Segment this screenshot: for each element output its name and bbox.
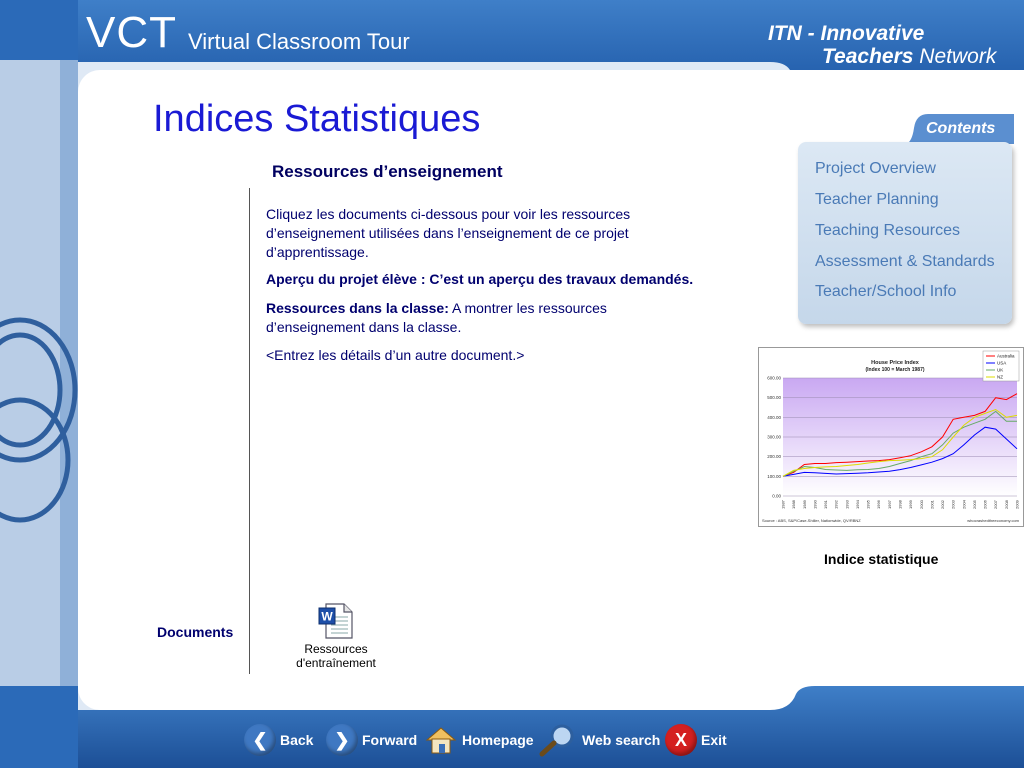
- house-price-chart: [758, 347, 1024, 527]
- chart-y-tick-label: 0.00: [772, 493, 781, 499]
- chart-x-tick-label: 1992: [833, 500, 839, 509]
- chart-legend-label: USA: [997, 360, 1007, 366]
- chart-x-tick-label: 1990: [812, 500, 818, 509]
- chart-y-tick-label: 600.00: [767, 375, 781, 381]
- network-title-line2: [822, 45, 996, 69]
- chart-x-tick-label: 1989: [801, 500, 807, 509]
- chart-x-tick-label: 1997: [886, 500, 892, 509]
- chart-x-tick-label: 2006: [982, 500, 988, 509]
- web-search-button[interactable]: [538, 720, 660, 760]
- decorative-rings: [0, 60, 78, 720]
- chart-canvas: [759, 348, 1023, 526]
- forward-arrow-icon: ❯: [326, 724, 358, 756]
- chart-x-tick-label: 2004: [961, 500, 967, 509]
- nav-teaching-resources[interactable]: Teaching Resources: [815, 222, 960, 239]
- column-divider: [249, 188, 250, 674]
- document-link[interactable]: Ressources d'entraînement: [296, 642, 376, 670]
- chart-y-tick-label: 300.00: [767, 434, 781, 440]
- chart-legend-label: UK: [997, 367, 1004, 373]
- left-sidebar-decoration: [0, 60, 78, 720]
- chart-y-tick-label: 200.00: [767, 454, 781, 460]
- chart-x-tick-label: 2000: [918, 500, 924, 509]
- chart-y-tick-label: 500.00: [767, 395, 781, 401]
- chart-y-tick-label: 400.00: [767, 414, 781, 420]
- chart-x-tick-label: 1999: [908, 500, 914, 509]
- network-title-line1: ITN - Innovative: [768, 22, 925, 45]
- network-title-bold: Teachers: [822, 45, 914, 68]
- forward-label: Forward: [362, 732, 418, 748]
- placeholder-text: <Entrez les détails d’un autre document.>: [266, 347, 525, 363]
- classroom-resources-label: Ressources dans la classe:: [266, 300, 449, 316]
- chart-x-tick-label: 2009: [1014, 500, 1020, 509]
- back-arrow-icon: ❮: [244, 724, 276, 756]
- chart-title: House Price Index: [871, 360, 919, 366]
- preview-text: Aperçu du projet élève : C’est un aperçu des travaux demandés.: [266, 271, 694, 287]
- web-search-label: Web search: [582, 732, 661, 748]
- brand-logo: VCT: [86, 8, 177, 57]
- chart-credit: whocrashedtheeconomy.com: [967, 518, 1019, 523]
- chart-x-tick-label: 1996: [876, 500, 882, 509]
- classroom-resources-description: A montrer les ressources d’enseignement dans la classe.: [266, 300, 607, 335]
- documents-label: Documents: [157, 624, 234, 640]
- back-label: Back: [280, 732, 314, 748]
- magnifier-icon: [538, 723, 578, 757]
- brand-subtitle: Virtual Classroom Tour: [188, 29, 410, 54]
- exit-x-icon: X: [665, 724, 697, 756]
- chart-x-tick-label: 1998: [897, 500, 903, 509]
- chart-subtitle: (Index 100 = March 1987): [865, 367, 925, 373]
- nav-assessment-standards[interactable]: Assessment & Standards: [815, 253, 995, 270]
- forward-button[interactable]: [326, 720, 417, 760]
- chart-x-tick-label: 2001: [929, 500, 935, 509]
- chart-x-tick-label: 2005: [971, 500, 977, 509]
- classroom-resources-text: [266, 299, 706, 337]
- contents-tab: [906, 114, 1014, 144]
- exit-button[interactable]: [665, 720, 727, 760]
- home-icon: [424, 723, 458, 757]
- chart-caption: Indice statistique: [824, 551, 939, 567]
- chart-x-tick-label: 2008: [1003, 500, 1009, 509]
- svg-text:W: W: [321, 609, 333, 624]
- intro-text: Cliquez les documents ci-dessous pour voir les ressources d’enseignement utilisées dans l’enseignement de ce projet d’apprentissage.: [266, 206, 631, 260]
- chart-legend-label: NZ: [997, 374, 1003, 380]
- chart-source-note: Source : ABS, S&P/Case-Shiller, Nationwide, QV/RBNZ: [762, 518, 861, 523]
- chart-y-tick-label: 100.00: [767, 473, 781, 479]
- chart-x-tick-label: 2003: [950, 500, 956, 509]
- chart-x-tick-label: 1994: [854, 500, 860, 509]
- nav-project-overview[interactable]: Project Overview: [815, 160, 936, 177]
- chart-x-tick-label: 2007: [993, 500, 999, 509]
- chart-legend-label: Australia: [997, 353, 1015, 359]
- homepage-button[interactable]: [424, 720, 534, 760]
- word-document-icon[interactable]: [316, 602, 354, 640]
- section-subtitle: Ressources d’enseignement: [272, 162, 503, 181]
- chart-x-tick-label: 1991: [823, 500, 829, 509]
- chart-x-tick-label: 1988: [791, 500, 797, 509]
- exit-label: Exit: [701, 732, 727, 748]
- back-button[interactable]: [244, 720, 313, 760]
- chart-x-tick-label: 1987: [780, 500, 786, 509]
- nav-teacher-school-info[interactable]: Teacher/School Info: [815, 283, 957, 300]
- page-title: Indices Statistiques: [153, 98, 481, 140]
- contents-tab-label: Contents: [926, 120, 996, 137]
- chart-x-tick-label: 1993: [844, 500, 850, 509]
- nav-teacher-planning[interactable]: Teacher Planning: [815, 191, 939, 208]
- network-title-normal: Network: [919, 45, 997, 68]
- homepage-label: Homepage: [462, 732, 534, 748]
- chart-x-tick-label: 1995: [865, 500, 871, 509]
- word-document-graphic: [316, 602, 354, 640]
- chart-x-tick-label: 2002: [940, 500, 946, 509]
